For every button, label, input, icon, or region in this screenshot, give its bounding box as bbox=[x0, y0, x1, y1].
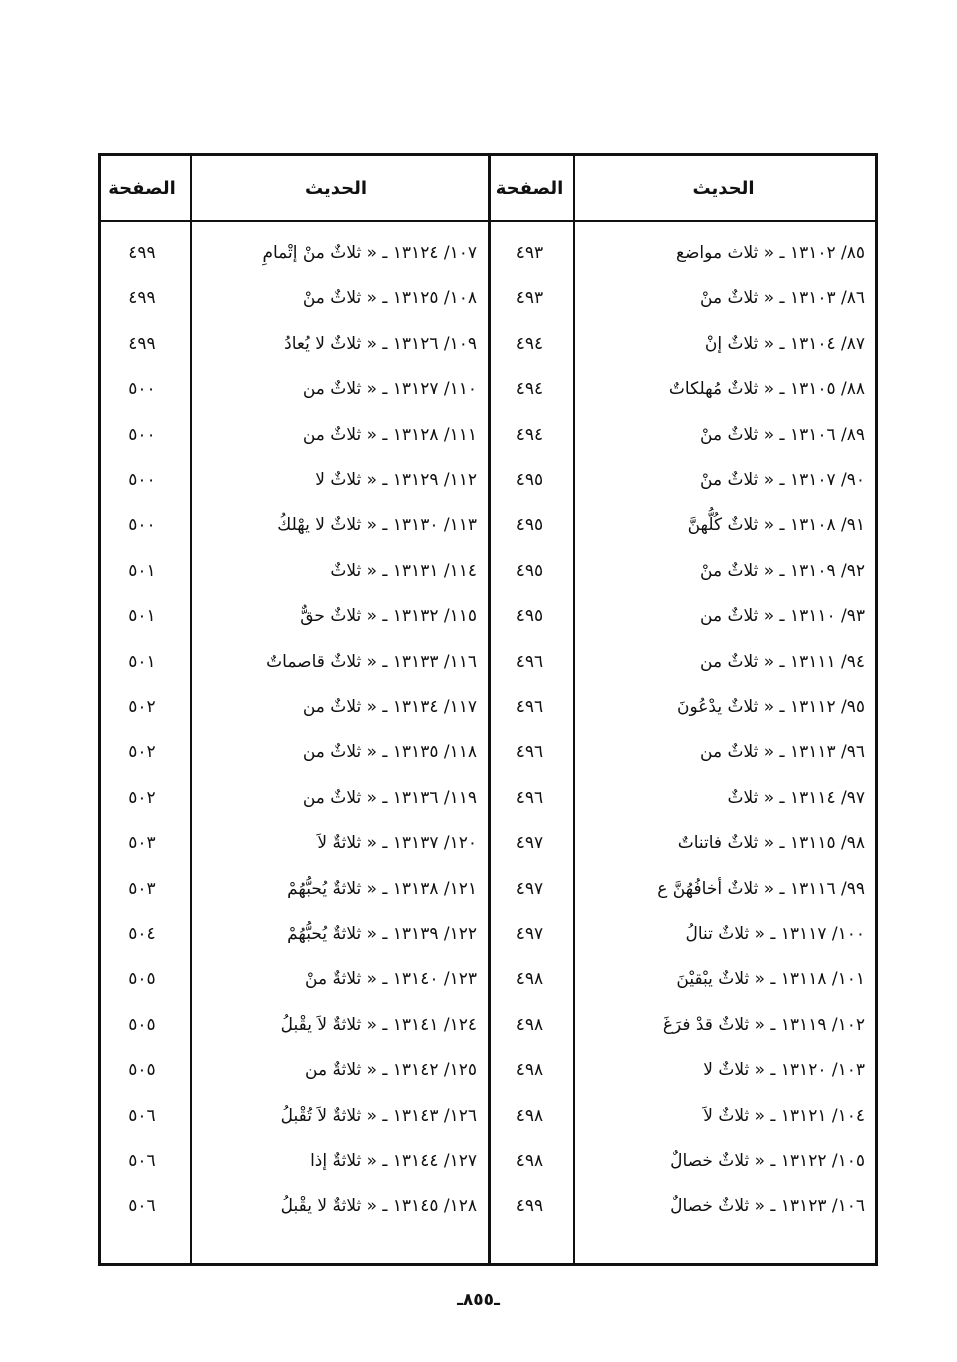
list-item-hadith: ١٠١/ ١٣١١٨ ـ « ثلاثٌ يبْقيْنَ bbox=[676, 969, 865, 990]
list-item-page: ٤٩٤ bbox=[515, 424, 544, 445]
right-hadith-header: الحديث bbox=[692, 177, 755, 199]
list-item-hadith: ٩٥/ ١٣١١٢ ـ « ثلاثٌ يدْعُونَ bbox=[676, 697, 865, 717]
list-item-page: ٤٩٨ bbox=[515, 1060, 544, 1081]
list-item-page: ٥٠٠ bbox=[128, 470, 156, 490]
list-item-hadith: ٨٦/ ١٣١٠٣ ـ « ثلاثٌ منْ bbox=[700, 288, 865, 309]
list-item-hadith: ١١٣/ ١٣١٣٠ ـ « ثلاثٌ لا يهْلكُ bbox=[277, 515, 477, 536]
list-item-page: ٥٠٢ bbox=[128, 697, 156, 717]
list-item-page: ٤٩٥ bbox=[515, 470, 544, 490]
list-item-page: ٤٩٩ bbox=[515, 1196, 544, 1217]
list-item-hadith: ١١٥/ ١٣١٣٢ ـ « ثلاثٌ حقٌّ bbox=[300, 606, 477, 627]
list-item-hadith: ١٠٩/ ١٣١٢٦ ـ « ثلاثٌ لا يُعادُ bbox=[284, 333, 477, 354]
list-item-hadith: ١١٢/ ١٣١٢٩ ـ « ثلاثٌ لا bbox=[315, 470, 477, 490]
list-item-hadith: ١٢١/ ١٣١٣٨ ـ « ثلاثةٌ يُحبُّهُمْ bbox=[287, 878, 477, 899]
list-item-hadith: ١٢٢/ ١٣١٣٩ ـ « ثلاثةٌ يُحبُّهُمْ bbox=[287, 924, 477, 944]
list-item-page: ٥٠٣ bbox=[128, 878, 156, 899]
list-item-page: ٥٠٥ bbox=[128, 1060, 156, 1081]
list-item-page: ٥٠٥ bbox=[128, 969, 156, 990]
list-item-page: ٥٠٥ bbox=[128, 1014, 156, 1035]
left-hadith-header: الحديث bbox=[304, 177, 368, 199]
list-item-page: ٤٩٩ bbox=[128, 333, 156, 354]
list-item-page: ٤٩٦ bbox=[515, 697, 544, 717]
list-item-page: ٤٩٥ bbox=[515, 606, 544, 627]
list-item-page: ٥٠١ bbox=[128, 606, 156, 627]
list-item-page: ٤٩٦ bbox=[515, 742, 544, 763]
list-item-hadith: ٨٨/ ١٣١٠٥ ـ « ثلاثٌ مُهلكاتٌ bbox=[668, 379, 865, 400]
list-item-hadith: ١١٨/ ١٣١٣٥ ـ « ثلاثٌ من bbox=[302, 742, 477, 763]
list-item-hadith: ١٠٠/ ١٣١١٧ ـ « ثلاثٌ تنالُ bbox=[685, 924, 865, 944]
list-item-hadith: ١٠٥/ ١٣١٢٢ ـ « ثلاثٌ خصالٌ bbox=[670, 1151, 865, 1171]
list-item-page: ٥٠٦ bbox=[128, 1105, 156, 1126]
list-item-page: ٥٠٦ bbox=[128, 1196, 156, 1217]
list-item-page: ٤٩٩ bbox=[128, 288, 156, 309]
list-item-page: ٤٩٣ bbox=[515, 243, 544, 263]
list-item-hadith: ٩٩/ ١٣١١٦ ـ « ثلاثٌ أخافُهُنَّ ع bbox=[657, 878, 865, 899]
list-item-page: ٤٩٧ bbox=[515, 878, 544, 899]
list-item-page: ٥٠١ bbox=[128, 560, 156, 581]
list-item-page: ٤٩٣ bbox=[515, 288, 544, 309]
list-item-page: ٥٠٢ bbox=[128, 742, 156, 763]
list-item-hadith: ١١٠/ ١٣١٢٧ ـ « ثلاثٌ من bbox=[302, 379, 477, 400]
list-item-hadith: ١٠٧/ ١٣١٢٤ ـ « ثلاثٌ منْ إتْمامِ bbox=[262, 243, 477, 263]
list-item-hadith: ١٠٢/ ١٣١١٩ ـ « ثلاثٌ قدْ فرَغَ bbox=[662, 1014, 865, 1035]
list-item-page: ٤٩٧ bbox=[515, 924, 544, 944]
list-item-hadith: ١٢٠/ ١٣١٣٧ ـ « ثلاثةٌ لاَ bbox=[317, 833, 477, 854]
list-item-page: ٤٩٩ bbox=[128, 243, 156, 263]
list-item-hadith: ٩٨/ ١٣١١٥ ـ « ثلاثٌ فاتناتٌ bbox=[677, 833, 865, 854]
list-item-hadith: ١١٩/ ١٣١٣٦ ـ « ثلاثٌ من bbox=[302, 787, 477, 808]
list-item-hadith: ١٠٨/ ١٣١٢٥ ـ « ثلاثٌ منْ bbox=[302, 288, 477, 309]
list-item-page: ٥٠٠ bbox=[128, 379, 156, 400]
list-item-hadith: ٩١/ ١٣١٠٨ ـ « ثلاثٌ كُلُّهنَّ bbox=[687, 515, 865, 536]
list-item-page: ٤٩٤ bbox=[515, 379, 544, 400]
list-item-hadith: ٩٤/ ١٣١١١ ـ « ثلاثٌ من bbox=[700, 651, 865, 672]
list-item-hadith: ١١١/ ١٣١٢٨ ـ « ثلاثٌ من bbox=[302, 424, 477, 445]
list-item-hadith: ١١٦/ ١٣١٣٣ ـ « ثلاثٌ قاصماتٌ bbox=[266, 651, 477, 672]
list-item-page: ٥٠٢ bbox=[128, 787, 156, 808]
list-item-page: ٤٩٨ bbox=[515, 969, 544, 990]
list-item-hadith: ١٠٣/ ١٣١٢٠ ـ « ثلاثٌ لا bbox=[703, 1060, 865, 1081]
list-item-page: ٥٠٠ bbox=[128, 424, 156, 445]
list-item-hadith: ١٢٦/ ١٣١٤٣ ـ « ثلاثةٌ لاَ تُقْبلُ bbox=[280, 1105, 477, 1126]
list-item-page: ٥٠٤ bbox=[128, 924, 156, 944]
list-item-hadith: ١٢٤/ ١٣١٤١ ـ « ثلاثةٌ لاَ يقْبلُ bbox=[280, 1014, 477, 1035]
list-item-page: ٤٩٦ bbox=[515, 651, 544, 672]
list-item-page: ٤٩٥ bbox=[515, 515, 544, 536]
list-item-hadith: ٩٠/ ١٣١٠٧ ـ « ثلاثٌ منْ bbox=[700, 470, 865, 490]
list-item-hadith: ٩٣/ ١٣١١٠ ـ « ثلاثٌ من bbox=[700, 606, 865, 627]
list-item-page: ٤٩٨ bbox=[515, 1014, 544, 1035]
list-item-page: ٤٩٧ bbox=[515, 833, 544, 854]
left-page-header: الصفحة bbox=[108, 177, 176, 199]
list-item-page: ٤٩٦ bbox=[515, 787, 544, 808]
list-item-hadith: ١١٤/ ١٣١٣١ ـ « ثلاثٌ bbox=[330, 560, 477, 581]
list-item-page: ٤٩٨ bbox=[515, 1151, 544, 1171]
list-item-hadith: ٨٧/ ١٣١٠٤ ـ « ثلاثٌ إنْ bbox=[704, 333, 865, 354]
list-item-hadith: ١٢٣/ ١٣١٤٠ ـ « ثلاثةٌ منْ bbox=[305, 969, 477, 990]
list-item-hadith: ١٢٧/ ١٣١٤٤ ـ « ثلاثةٌ إذا bbox=[310, 1151, 477, 1171]
list-item-hadith: ٩٦/ ١٣١١٣ ـ « ثلاثٌ من bbox=[700, 742, 865, 763]
list-item-hadith: ٨٥/ ١٣١٠٢ ـ « ثلاث مواضع bbox=[675, 243, 865, 263]
list-item-hadith: ٩٢/ ١٣١٠٩ ـ « ثلاثٌ منْ bbox=[700, 560, 865, 581]
list-item-page: ٥٠٣ bbox=[128, 833, 156, 854]
list-item-hadith: ١٢٥/ ١٣١٤٢ ـ « ثلاثةٌ من bbox=[305, 1060, 477, 1081]
right-page-header: الصفحة bbox=[495, 177, 564, 199]
list-item-page: ٤٩٨ bbox=[515, 1105, 544, 1126]
page-number: ـ٨٥٥ـ bbox=[457, 1290, 500, 1310]
list-item-hadith: ١٠٦/ ١٣١٢٣ ـ « ثلاثٌ خصالٌ bbox=[670, 1196, 865, 1217]
list-item-page: ٥٠١ bbox=[128, 651, 156, 672]
list-item-hadith: ٩٧/ ١٣١١٤ ـ « ثلاثٌ bbox=[727, 787, 865, 808]
list-item-hadith: ١٢٨/ ١٣١٤٥ ـ « ثلاثةٌ لا يقْبلُ bbox=[280, 1196, 477, 1217]
list-item-page: ٤٩٤ bbox=[515, 333, 544, 354]
index-table bbox=[98, 153, 878, 1266]
list-item-hadith: ١١٧/ ١٣١٣٤ ـ « ثلاثٌ من bbox=[302, 697, 477, 717]
list-item-page: ٥٠٦ bbox=[128, 1151, 156, 1171]
list-item-hadith: ١٠٤/ ١٣١٢١ ـ « ثلاثٌ لاَ bbox=[703, 1105, 865, 1126]
list-item-page: ٥٠٠ bbox=[128, 515, 156, 536]
list-item-hadith: ٨٩/ ١٣١٠٦ ـ « ثلاثٌ منْ bbox=[700, 424, 865, 445]
list-item-page: ٤٩٥ bbox=[515, 560, 544, 581]
